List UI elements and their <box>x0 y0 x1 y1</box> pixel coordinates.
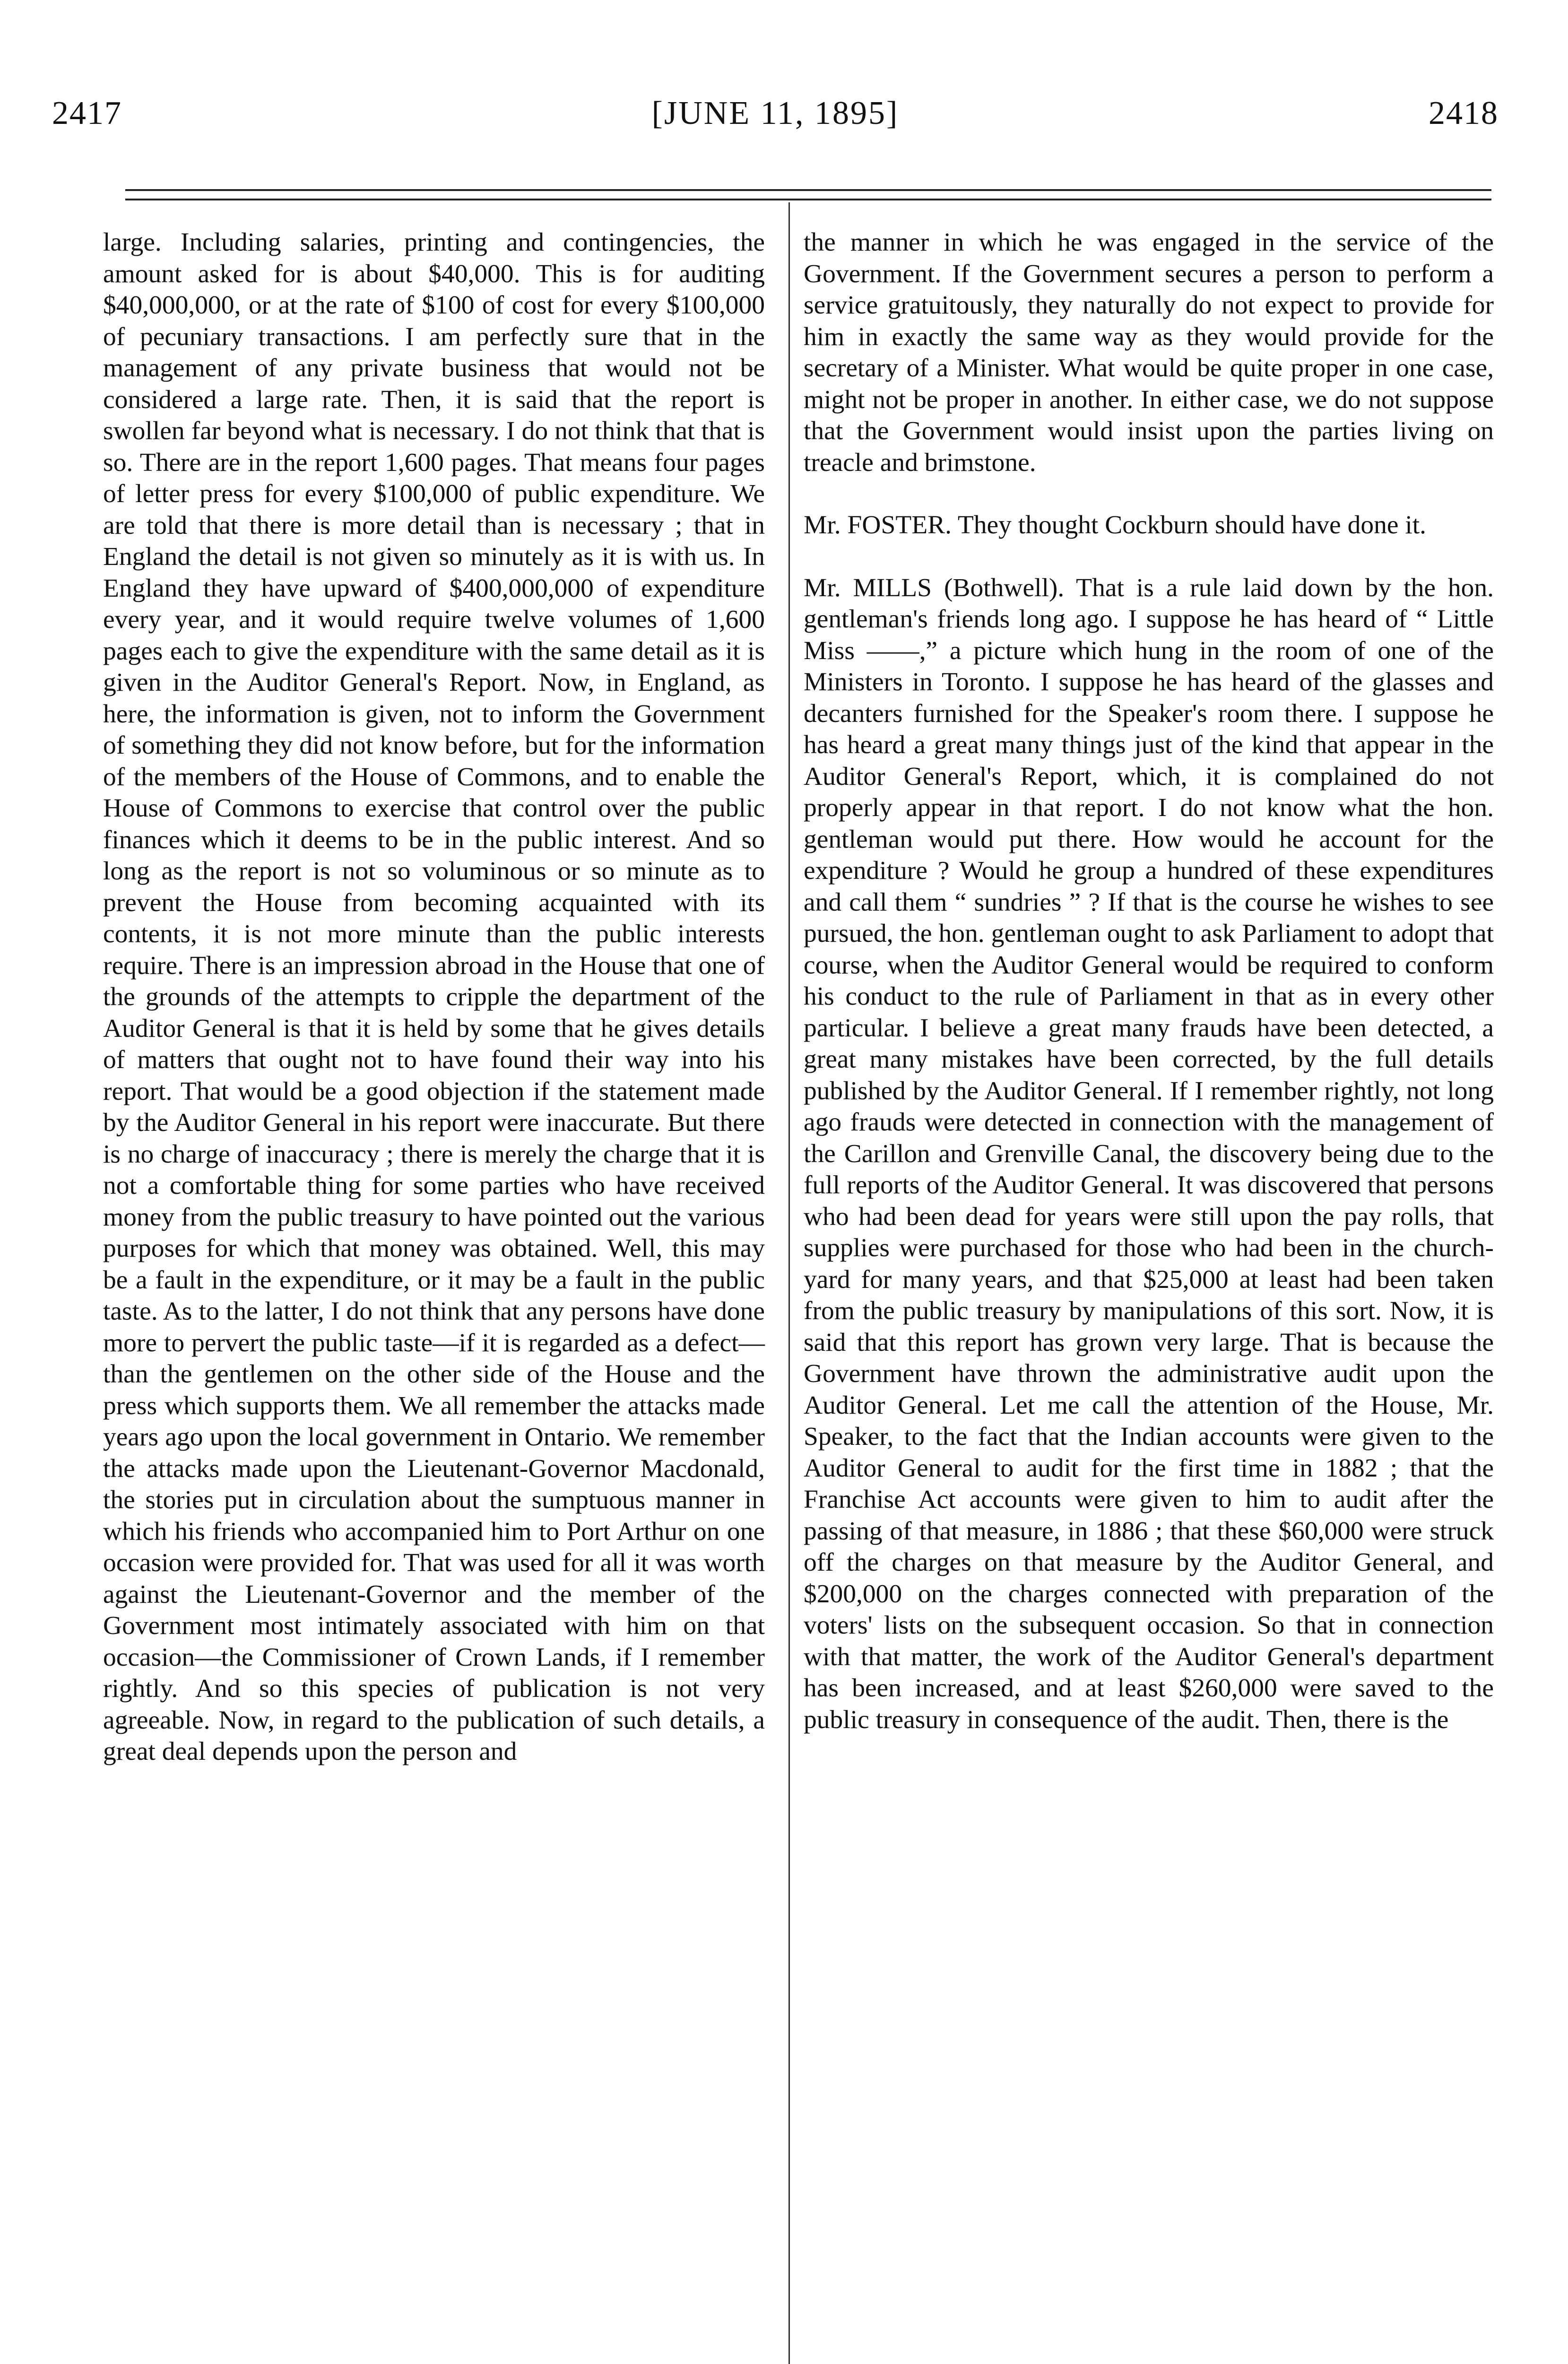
page-header <box>52 95 1499 147</box>
right-paragraph-3: Mr. MILLS (Bothwell). That is a rule laid down by the hon. gentleman's friends long ago. I suppose he has heard of “ Little Miss ——,” a picture which hung in the room of one of the Ministers in Toronto. I suppose he has heard of the glasses and decanters furnished for the Speaker's room there. I suppose he has heard a great many things just of the kind that appear in the Auditor General's Report, which, it is complained do not properly appear in that report. I do not know what the hon. gentleman would put there. How would he account for the expenditure ? Would he group a hundred of these expenditures and call them “ sundries ” ? If that is the course he wishes to see pursued, the hon. gentleman ought to ask Parliament to adopt that course, when the Auditor General would be required to conform his conduct to the rule of Parliament in that as in every other particular. I believe a great many frauds have been detected, a great many mistakes have been corrected, by the full details published by the Auditor General. If I remember rightly, not long ago frauds were detected in connection with the management of the Carillon and Grenville Canal, the discovery being due to the full reports of the Auditor General. It was discovered that persons who had been dead for years were still upon the pay rolls, that supplies were purchased for those who had been in the church-yard for many years, and that $25,000 at least had been taken from the public treasury by manipulations of this sort. Now, it is said that this report has grown very large. That is because the Government have thrown the administrative audit upon the Auditor General. Let me call the attention of the House, Mr. Speaker, to the fact that the Indian accounts were given to the Auditor General to audit for the first time in 1882 ; that the Franchise Act accounts were given to him to audit after the passing of that measure, in 1886 ; that these $60,000 were struck off the charges on that measure by the Auditor General, and $200,000 on the charges connected with preparation of the voters' lists on the subsequent occasion. So that in connection with that matter, the work of the Auditor General's department has been increased, and at least $260,000 were saved to the public treasury in consequence of the audit. Then, there is the <box>804 573 1494 1734</box>
page-number-right: 2418 <box>1429 95 1499 131</box>
right-paragraph-1: the manner in which he was engaged in the service of the Government. If the Government secures a person to perform a service gratuitously, they naturally do not expect to provide for him in exactly the same way as they would provide for the secretary of a Minister. What would be quite proper in one case, might not be proper in another. In either case, we do not suppose that the Government would insist upon the parties living on treacle and brimstone. <box>804 228 1494 477</box>
left-column <box>103 227 765 1768</box>
left-paragraph-1: large. Including salaries, printing and contingencies, the amount asked for is about $40,000. This is for auditing $40,000,000, or at the rate of $100 of cost for every $100,000 of pecuniary transactions. I am perfectly sure that in the management of any private business that would not be considered a large rate. Then, it is said that the report is swollen far beyond what is necessary. I do not think that that is so. There are in the report 1,600 pages. That means four pages of letter press for every $100,000 of public expenditure. We are told that there is more detail than is necessary ; that in England the detail is not given so minutely as it is with us. In England they have upward of $400,000,000 of expenditure every year, and it would require twelve volumes of 1,600 pages each to give the expenditure with the same detail as it is given in the Auditor General's Report. Now, in England, as here, the information is given, not to inform the Government of something they did not know before, but for the information of the members of the House of Commons, and to enable the House of Commons to exercise that control over the public finances which it deems to be in the public interest. And so long as the report is not so voluminous or so minute as to prevent the House from becoming acquainted with its contents, it is not more minute than the public interests require. There is an impression abroad in the House that one of the grounds of the attempts to cripple the department of the Auditor General is that it is held by some that he gives details of matters that ought not to have found their way into his report. That would be a good objection if the statement made by the Auditor General in his report were inaccurate. But there is no charge of inaccuracy ; there is merely the charge that it is not a comfortable thing for some parties who have received money from the public treasury to have pointed out the various purposes for which that money was obtained. Well, this may be a fault in the expenditure, or it may be a fault in the public taste. As to the latter, I do not think that any persons have done more to pervert the public taste—if it is regarded as a defect—than the gentlemen on the other side of the House and the press which supports them. We all remember the attacks made years ago upon the local government in Ontario. We remember the attacks made upon the Lieutenant-Governor Macdonald, the stories put in circulation about the sumptuous manner in which his friends who accompanied him to Port Arthur on one occasion were provided for. That was used for all it was worth against the Lieutenant-Governor and the member of the Government most intimately associated with him on that occasion—the Commissioner of Crown Lands, if I remember rightly. And so this species of publication is not very agreeable. Now, in regard to the publication of such details, a great deal depends upon the person and <box>103 228 765 1766</box>
page-number-left: 2417 <box>52 95 122 131</box>
header-rule-bottom <box>125 199 1491 200</box>
right-column <box>804 227 1494 1736</box>
right-paragraph-2: Mr. FOSTER. They thought Cockburn should have done it. <box>804 511 1427 539</box>
header-rule-top <box>125 189 1491 191</box>
page-date: [JUNE 11, 1895] <box>651 95 899 131</box>
column-divider <box>788 202 790 2364</box>
